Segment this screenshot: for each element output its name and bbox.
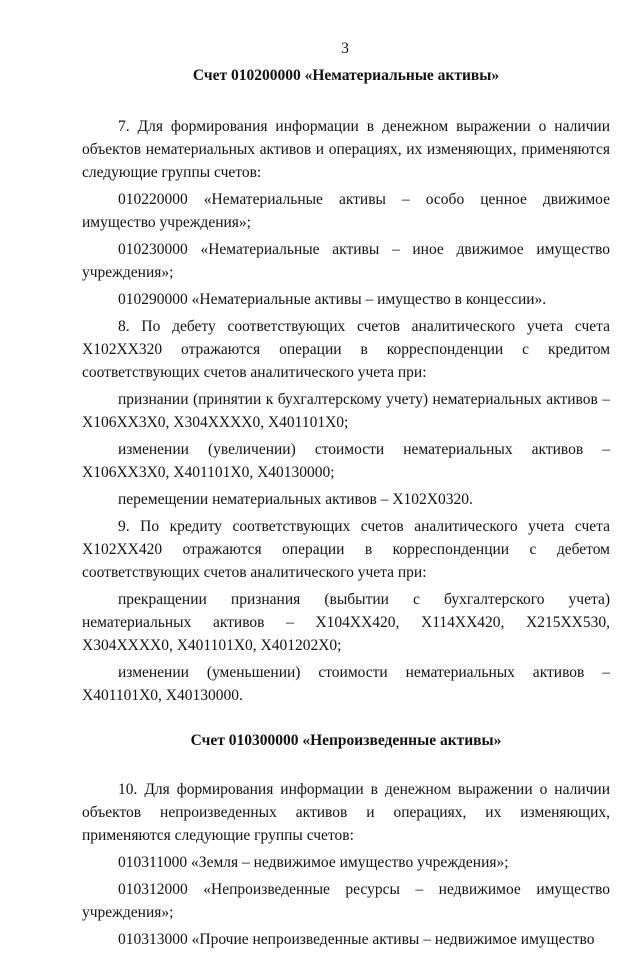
paragraph-7: 7. Для формирования информации в денежном выражении о наличии объектов нематериальных активов и операциях, их изменяющих, применяются следующие группы счетов:	[82, 118, 610, 181]
account-group-010313000: 010313000 «Прочие непроизведенные активы – недвижимое имущество	[118, 931, 595, 948]
account-group-010220000: 010220000 «Нематериальные активы – особо ценное движимое имущество учреждения»;	[82, 191, 610, 231]
account-group-010312000: 010312000 «Непроизведенные ресурсы – недвижимое имущество учреждения»;	[82, 881, 610, 921]
credit-derecognition: прекращении признания (выбытии с бухгалтерского учета) нематериальных активов – Х104ХХ420, Х114ХХ420, Х215ХХ530, Х304ХХХХ0, Х401101Х0, Х401202Х0;	[82, 591, 610, 654]
debit-transfer: перемещении нематериальных активов – Х102Х0320.	[118, 491, 473, 508]
page-number: 3	[341, 40, 349, 57]
section-heading-non-produced-assets: Счет 010300000 «Непроизведенные активы»	[190, 732, 502, 749]
paragraph-8: 8. По дебету соответствующих счетов аналитического учета счета Х102ХХ320 отражаются операции в корреспонденции с кредитом соответствующих счетов аналитического учета при:	[82, 318, 610, 381]
document-body	[82, 64, 610, 955]
credit-decrease: изменении (уменьшении) стоимости нематериальных активов – Х401101Х0, Х40130000.	[82, 664, 610, 704]
section-heading-intangible-assets: Счет 010200000 «Нематериальные активы»	[192, 67, 500, 84]
paragraph-9: 9. По кредиту соответствующих счетов аналитического учета счета Х102ХХ420 отражаются операции в корреспонденции с дебетом соответствующих счетов аналитического учета при:	[82, 518, 610, 581]
paragraph-10: 10. Для формирования информации в денежном выражении о наличии объектов непроизведенных активов и операциях, их изменяющих, применяются следующие группы счетов:	[82, 781, 610, 844]
account-group-010290000: 010290000 «Нематериальные активы – имущество в концессии».	[118, 291, 547, 308]
debit-recognition: признании (принятии к бухгалтерскому учету) нематериальных активов – Х106ХХ3Х0, Х304ХХХХ0, Х401101Х0;	[82, 391, 610, 431]
account-group-010230000: 010230000 «Нематериальные активы – иное движимое имущество учреждения»;	[82, 241, 610, 281]
debit-increase: изменении (увеличении) стоимости нематериальных активов – Х106ХХ3Х0, Х401101Х0, Х40130000;	[82, 441, 610, 481]
account-group-010311000: 010311000 «Земля – недвижимое имущество учреждения»;	[118, 854, 509, 871]
